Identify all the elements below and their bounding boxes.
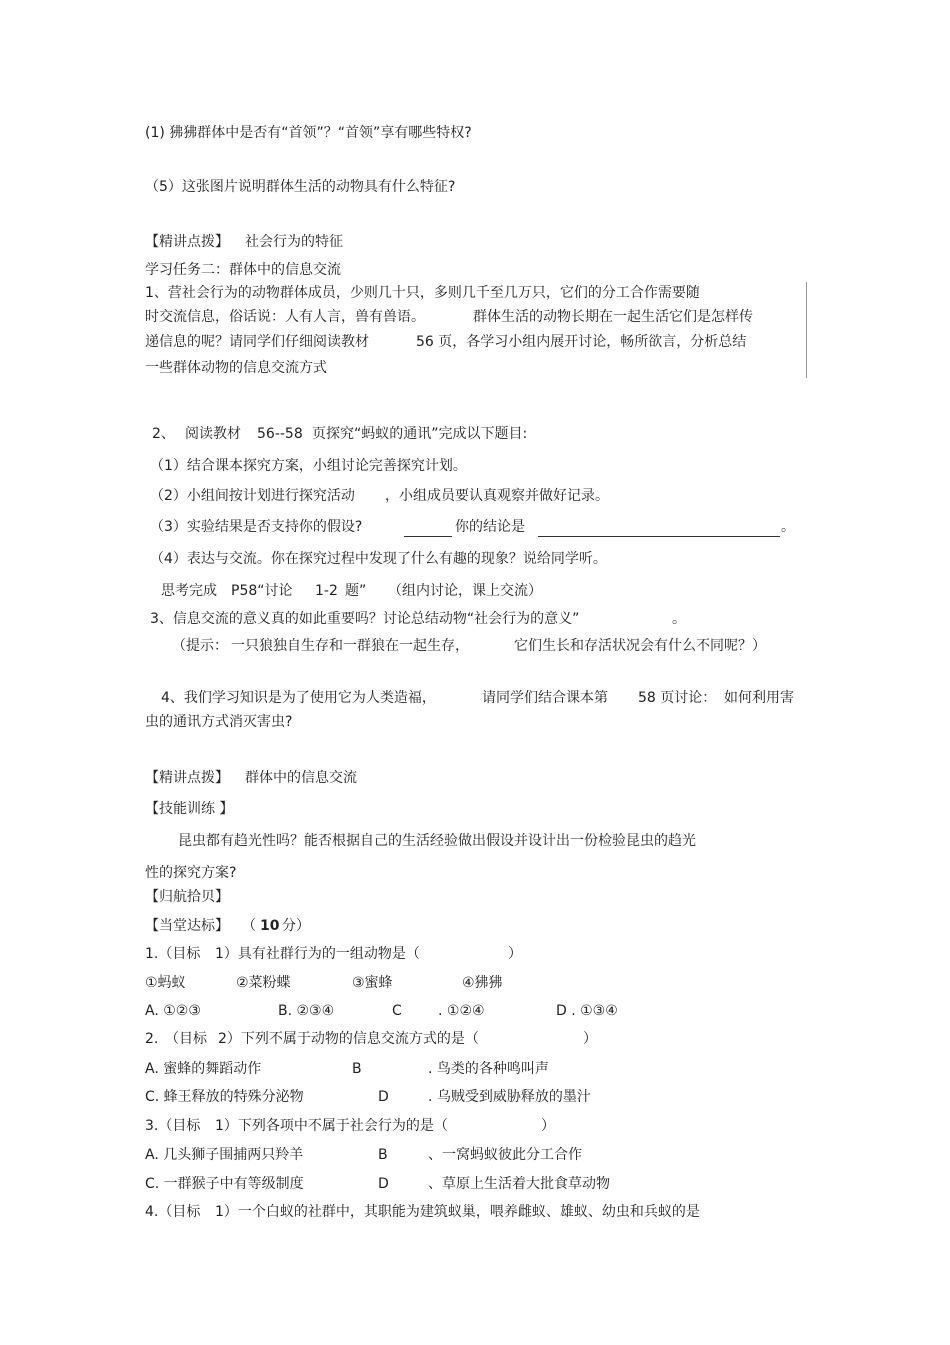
question-stem: 1）具有社群行为的一组动物是（ bbox=[215, 946, 420, 962]
answer-blank[interactable] bbox=[404, 536, 452, 537]
box-border bbox=[806, 282, 807, 378]
option-b[interactable]: B bbox=[352, 1061, 362, 1077]
option-c-value: . ①②④ bbox=[438, 1003, 485, 1019]
think-text: 1-2 bbox=[315, 583, 338, 599]
question-1: (1) 狒狒群体中是否有“首领”？“首领”享有哪些特权? bbox=[145, 125, 472, 141]
hint-text: 它们生长和存活状况会有什么不同呢？） bbox=[514, 638, 766, 654]
item-4: 如何利用害 bbox=[724, 690, 794, 706]
item-3: 3、信息交流的意义真的如此重要吗？讨论总结动物“社会行为的意义” bbox=[150, 611, 580, 627]
question-stem: 1）一个白蚁的社群中，其职能为建筑蚁巢，喂养雌蚁、雄蚁、幼虫和兵蚁的是 bbox=[215, 1204, 700, 1220]
item-text: 56--58 bbox=[257, 426, 303, 442]
question-stem: （目标 bbox=[165, 1031, 207, 1047]
option-b[interactable]: B bbox=[378, 1147, 388, 1163]
step-2: （2）小组间按计划进行探究活动 bbox=[150, 488, 355, 504]
think-text: 题” bbox=[345, 583, 367, 599]
item-4: 4、我们学习知识是为了使用它为人类造福， bbox=[161, 690, 436, 706]
option-a[interactable]: A. 蜜蜂的舞蹈动作 bbox=[145, 1061, 262, 1077]
think-text: P58“讨论 bbox=[231, 583, 293, 599]
item-4: 58 页讨论： bbox=[638, 690, 717, 706]
quiz-score: （ bbox=[242, 918, 256, 934]
option-b-value: 、一窝蚂蚁彼此分工合作 bbox=[428, 1147, 582, 1163]
option-item: ①蚂蚁 bbox=[145, 975, 186, 991]
question-stem: 3.（目标 bbox=[145, 1118, 201, 1134]
option-d-value: . 乌贼受到威胁释放的墨汁 bbox=[428, 1089, 591, 1105]
question-5: （5）这张图片说明群体生活的动物具有什么特征? bbox=[145, 179, 456, 195]
item-4-line-2: 虫的通讯方式消灭害虫? bbox=[145, 714, 293, 730]
question-stem: 4.（目标 bbox=[145, 1204, 201, 1220]
option-item: ②菜粉蝶 bbox=[236, 975, 291, 991]
item-4: 请同学们结合课本第 bbox=[482, 690, 608, 706]
quiz-heading: 【当堂达标】 bbox=[145, 918, 229, 934]
option-d[interactable]: D . ①③④ bbox=[556, 1003, 618, 1019]
option-c[interactable]: C. 蜂王释放的特殊分泌物 bbox=[145, 1089, 304, 1105]
section-label: 【精讲点拨】 bbox=[145, 770, 229, 786]
skill-text: 昆虫都有趋光性吗？能否根据自己的生活经验做出假设并设计出一份检验昆虫的趋光 bbox=[178, 833, 696, 849]
option-b-value: . 鸟类的各种鸣叫声 bbox=[428, 1061, 549, 1077]
item-text: 阅读教材 bbox=[185, 426, 241, 442]
skill-text: 性的探究方案? bbox=[145, 865, 237, 881]
hint-text: （提示： bbox=[172, 638, 228, 654]
option-d[interactable]: D bbox=[378, 1176, 389, 1192]
paragraph-line: 56 页，各学习小组内展开讨论，畅所欲言，分析总结 bbox=[416, 334, 747, 350]
question-stem: ） bbox=[541, 1118, 555, 1134]
step-3-end: 。 bbox=[781, 519, 795, 535]
option-d-value: 、草原上生活着大批食草动物 bbox=[428, 1176, 610, 1192]
section-text: 群体中的信息交流 bbox=[245, 770, 357, 786]
section-text: 社会行为的特征 bbox=[245, 234, 343, 250]
item-number: 2、 bbox=[152, 426, 175, 442]
option-c[interactable]: C. 一群猴子中有等级制度 bbox=[145, 1176, 304, 1192]
step-3: （3）实验结果是否支持你的假设? bbox=[150, 519, 363, 535]
option-c[interactable]: C bbox=[392, 1003, 402, 1019]
option-a[interactable]: A. 几头狮子围捕两只羚羊 bbox=[145, 1147, 304, 1163]
question-stem: ） bbox=[583, 1031, 597, 1047]
paragraph-line: 递信息的呢？请同学们仔细阅读教材 bbox=[145, 334, 369, 350]
option-a[interactable]: A. ①②③ bbox=[145, 1003, 201, 1019]
question-stem: ） bbox=[508, 946, 522, 962]
quiz-score: 10 bbox=[260, 918, 280, 934]
summary-heading: 【归航拾贝】 bbox=[145, 889, 229, 905]
paragraph-line: 时交流信息，俗话说：人有人言，兽有兽语。 bbox=[145, 309, 425, 325]
task-heading: 学习任务二：群体中的信息交流 bbox=[145, 262, 341, 278]
option-item: ④狒狒 bbox=[462, 975, 503, 991]
paragraph-line: 一些群体动物的信息交流方式 bbox=[145, 360, 327, 376]
answer-blank[interactable] bbox=[538, 536, 780, 537]
quiz-score: 分） bbox=[282, 918, 310, 934]
section-label: 【精讲点拨】 bbox=[145, 234, 229, 250]
option-item: ③蜜蜂 bbox=[352, 975, 393, 991]
step-2-cont: ，小组成员要认真观察并做好记录。 bbox=[385, 488, 609, 504]
option-d[interactable]: D bbox=[378, 1089, 389, 1105]
step-1: （1）结合课本探究方案，小组讨论完善探究计划。 bbox=[150, 458, 467, 474]
question-stem: 1）下列各项中不属于社会行为的是（ bbox=[215, 1118, 448, 1134]
item-text: 页探究“蚂蚁的通讯”完成以下题目: bbox=[312, 426, 528, 442]
option-b[interactable]: B. ②③④ bbox=[278, 1003, 335, 1019]
hint-text: 一只狼独自生存和一群狼在一起生存， bbox=[231, 638, 469, 654]
step-4: （4）表达与交流。你在探究过程中发现了什么有趣的现象？说给同学听。 bbox=[150, 551, 607, 567]
think-text: （组内讨论，课上交流） bbox=[388, 583, 542, 599]
question-stem: 2）下列不属于动物的信息交流方式的是（ bbox=[218, 1031, 479, 1047]
question-stem: 2. bbox=[145, 1031, 159, 1047]
step-3-label: 你的结论是 bbox=[455, 519, 525, 535]
paragraph-line: 1、营社会行为的动物群体成员，少则几十只，多则几千至几万只，它们的分工合作需要随 bbox=[145, 285, 700, 301]
item-3-end: 。 bbox=[672, 611, 686, 627]
skill-heading: 【技能训练 】 bbox=[145, 801, 234, 817]
paragraph-line: 群体生活的动物长期在一起生活它们是怎样传 bbox=[473, 309, 753, 325]
question-stem: 1.（目标 bbox=[145, 946, 201, 962]
think-text: 思考完成 bbox=[161, 583, 217, 599]
